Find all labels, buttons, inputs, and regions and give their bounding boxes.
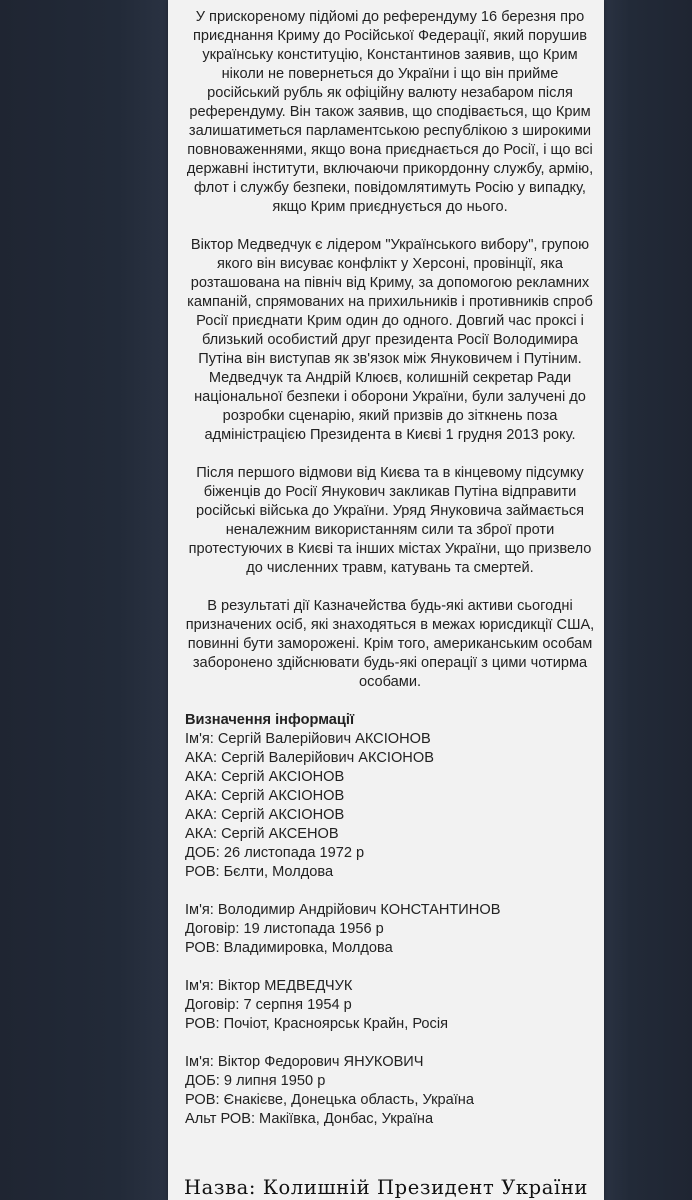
person-medvedchuk <box>185 977 595 1034</box>
person-line: Альт РОВ: Макіївка, Донбас, Україна <box>185 1111 434 1127</box>
paragraph-referendum: У прискореному підйомі до референдуму 16 березня про приєднання Криму до Російської Федерації, який порушив українську конституцію, Константинов заявив, що Крим ніколи не повернеться до України і що він прийме російський рубль як офіційну валюту незабаром після референдуму. Він також заявив, що сподівається, що Крим залишатиметься парламентською республікою з широкими повноваженнями, якщо вона приєднається до Росії, і що всі державні інститути, включаючи прикордонну службу, армію, флот і службу безпеки, повідомлятимуть Росію у випадку, якщо Крим приєднується до нього. <box>186 9 594 215</box>
person-line: РОВ: Почіот, Красноярськ Крайн, Росія <box>185 1016 448 1032</box>
person-line: АКА: Сергій АКСЕНОВ <box>185 826 339 842</box>
person-line: РОВ: Владимировка, Молдова <box>185 940 393 956</box>
left-background <box>0 0 168 1200</box>
person-line: ДОБ: 9 липня 1950 р <box>185 1073 326 1089</box>
person-line: Ім'я: Віктор МЕДВЕДЧУК <box>185 978 353 994</box>
person-yanukovych <box>185 1053 595 1129</box>
document-content <box>185 8 595 1129</box>
person-line: Ім'я: Віктор Федорович ЯНУКОВИЧ <box>185 1054 424 1070</box>
person-line: РОВ: Бєлти, Молдова <box>185 864 334 880</box>
person-line: Договір: 19 листопада 1956 р <box>185 921 384 937</box>
paragraph-treasury: В результаті дії Казначейства будь-які активи сьогодні призначених осіб, які знаходяться в межах юрисдикції США, повинні бути заморожені. Крім того, американським особам заборонено здійснювати будь-які операції з цими чотирма особами. <box>185 598 595 690</box>
person-konstantinov <box>185 901 595 958</box>
person-aksionov <box>185 730 595 882</box>
person-line: АКА: Сергій Валерійович АКСІОНОВ <box>185 750 434 766</box>
document-page <box>168 0 604 1200</box>
person-line: Ім'я: Сергій Валерійович АКСІОНОВ <box>185 731 431 747</box>
info-heading: Визначення інформації <box>185 712 355 728</box>
person-line: АКА: Сергій АКСІОНОВ <box>185 769 345 785</box>
identifying-information <box>185 711 595 1129</box>
right-background <box>604 0 692 1200</box>
person-line: ДОБ: 26 листопада 1972 р <box>185 845 365 861</box>
person-line: Ім'я: Володимир Андрійович КОНСТАНТИНОВ <box>185 902 501 918</box>
person-line: АКА: Сергій АКСІОНОВ <box>185 807 345 823</box>
person-line: АКА: Сергій АКСІОНОВ <box>185 788 345 804</box>
paragraph-yanukovych: Після першого відмови від Києва та в кінцевому підсумку біженців до Росії Янукович закликав Путіна відправити російські війська до України. Уряд Януковича займається неналежним використанням сили та зброї проти протестуючих в Києві та інших містах України, що призвело до численних травм, катувань та смертей. <box>188 465 592 576</box>
person-line: РОВ: Єнакієве, Донецька область, Україна <box>185 1092 474 1108</box>
person-line: Договір: 7 серпня 1954 р <box>185 997 352 1013</box>
paragraph-medvedchuk: Віктор Медведчук є лідером "Українського вибору", групою якого він висуває конфлікт у Херсоні, провінції, яка розташована на північ від Криму, за допомогою рекламних кампаній, спрямованих на прихильників і противників спроб Росії приєднати Крим один до одного. Довгий час проксі і близький особистий друг президента Росії Володимира Путіна він виступав як зв'язок між Януковичем і Путіним. Медведчук та Андрій Клюєв, колишній секретар Ради національної безпеки і оборони України, були залучені до розробки сценарію, який призвів до зіткнень поза адміністрацією Президента в Києві 1 грудня 2013 року. <box>187 237 593 443</box>
final-title: Назва: Колишній Президент України <box>184 1176 589 1199</box>
